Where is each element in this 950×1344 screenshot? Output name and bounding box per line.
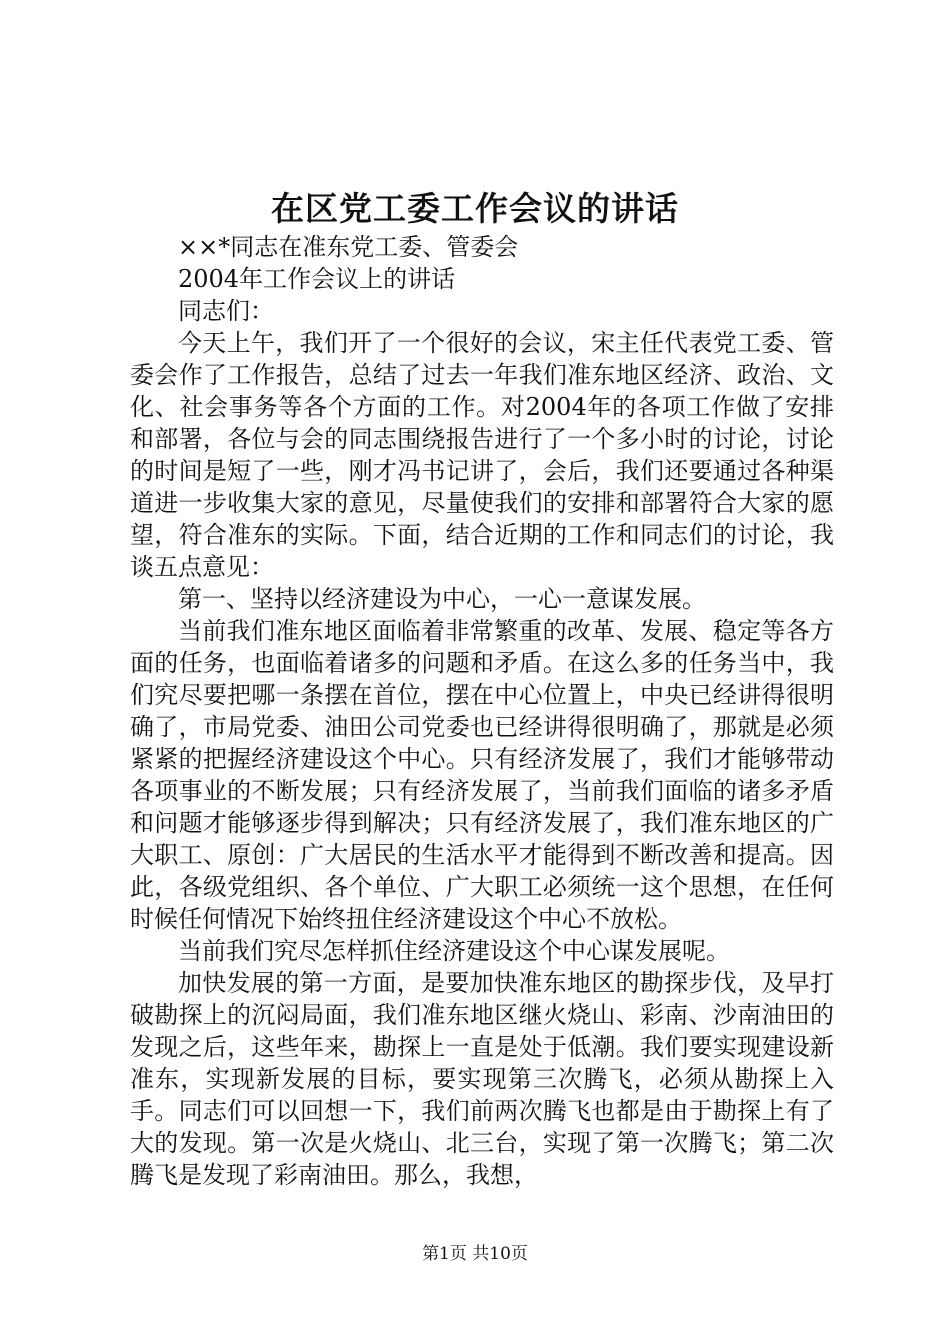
paragraph-exploration: 加快发展的第一方面，是要加快准东地区的勘探步伐，及早打破勘探上的沉闷局面，我们准东地区继火烧山、彩南、沙南油田的发现之后，这些年来，勘探上一直是处于低潮。我们要实现建设新准东，实现新发展的目标，要实现第三次腾飞，必须从勘探上入手。同志们可以回想一下，我们前两次腾飞也都是由于勘探上有了大的发现。第一次是火烧山、北三台，实现了第一次腾飞；第二次腾飞是发现了彩南油田。那么，我想，: [130, 969, 834, 1189]
paragraph-speaker-line: ××*同志在准东党工委、管委会: [178, 233, 519, 261]
paragraph-first-point-body: 当前我们准东地区面临着非常繁重的改革、发展、稳定等各方面的任务，也面临着诸多的问题和矛盾。在这么多的任务当中，我们究尽要把哪一条摆在首位，摆在中心位置上，中央已经讲得很明确了，市局党委、油田公司党委也已经讲得很明确了，那就是必须紧紧的把握经济建设这个中心。只有经济发展了，我们才能够带动各项事业的不断发展；只有经济发展了，当前我们面临的诸多矛盾和问题才能够逐步得到解决；只有经济发展了，我们准东地区的广大职工、原创：广大居民的生活水平才能得到不断改善和提高。因此，各级党组织、各个单位、广大职工必须统一这个思想，在任何时候任何情况下始终扭住经济建设这个中心不放松。: [130, 617, 834, 933]
paragraph-introduction: 今天上午，我们开了一个很好的会议，宋主任代表党工委、管委会作了工作报告，总结了过去一年我们准东地区经济、政治、文化、社会事务等各个方面的工作。对2004年的各项工作做了安排和部署，各位与会的同志围绕报告进行了一个多小时的讨论，讨论的时间是短了一些，刚才冯书记讲了，会后，我们还要通过各种渠道进一步收集大家的意见，尽量使我们的安排和部署符合大家的愿望，符合准东的实际。下面，结合近期的工作和同志们的讨论，我谈五点意见：: [130, 329, 834, 581]
document-body: [130, 231, 834, 1191]
paragraph-salutation: 同志们：: [178, 297, 274, 325]
document-title: 在区党工委工作会议的讲话: [271, 189, 679, 228]
paragraph-heading-first-point: 第一、坚持以经济建设为中心，一心一意谋发展。: [178, 585, 706, 613]
paragraph-occasion-line: 2004年工作会议上的讲话: [178, 265, 456, 293]
page-number-footer: 第1页 共10页: [422, 1244, 528, 1264]
paragraph-question: 当前我们究尽怎样抓住经济建设这个中心谋发展呢。: [178, 937, 730, 965]
